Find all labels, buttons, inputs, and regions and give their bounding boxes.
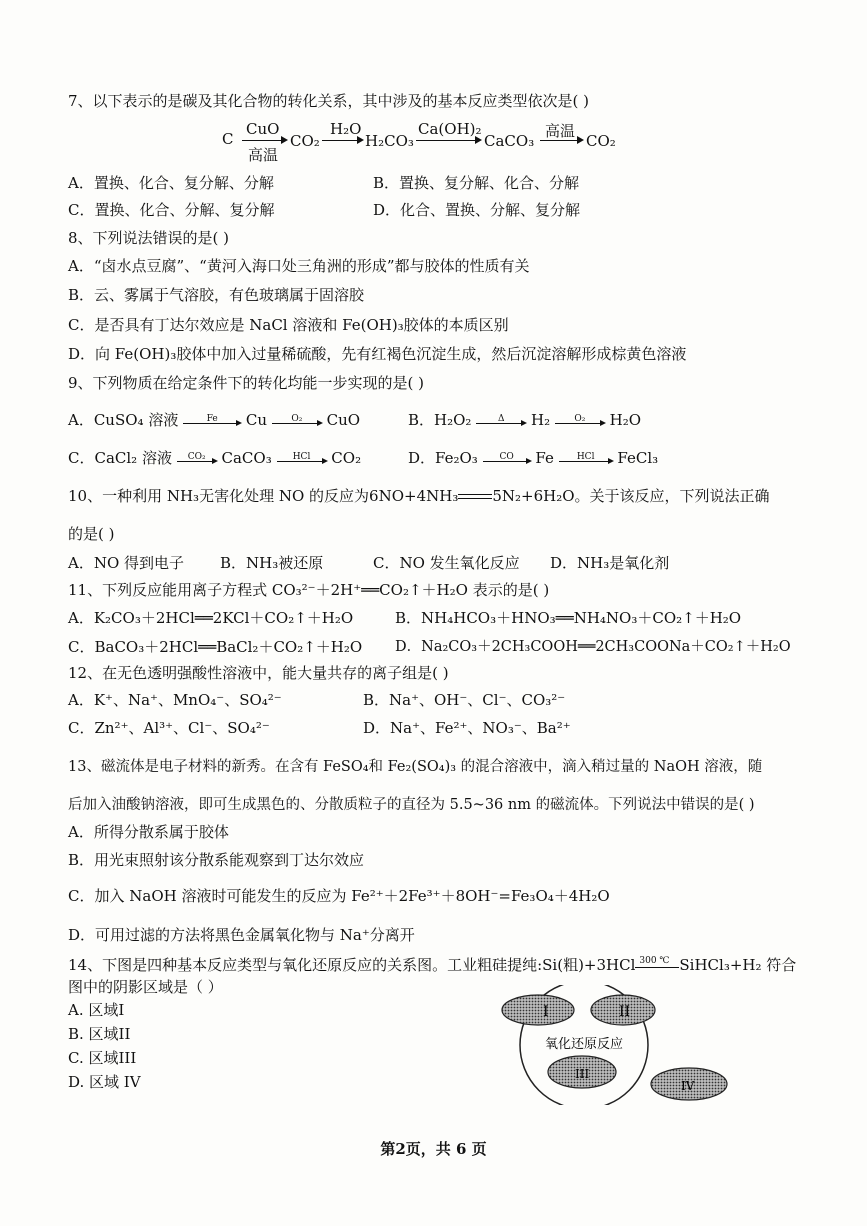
q14-stem-post: SiHCl₃+H₂ 符合 xyxy=(679,956,797,974)
q10-option-d: D．NH₃是氧化剂 xyxy=(550,554,670,572)
q13-option-a: A．所得分散系属于胶体 xyxy=(68,823,229,841)
q14-option-c: C. 区域III xyxy=(68,1049,137,1067)
q10-stem-2: 的是( ) xyxy=(68,525,115,543)
q14-option-a: A. 区域I xyxy=(68,1001,125,1019)
q7-option-c: C．置换、化合、分解、复分解 xyxy=(68,201,275,219)
q14-condition-arrow xyxy=(635,956,679,973)
arrow1-top: CuO xyxy=(246,120,280,138)
q10-stem-pre: 10、一种利用 NH₃无害化处理 NO 的反应为6NO+4NH₃ xyxy=(68,487,459,505)
q7-stem: 7、以下表示的是碳及其化合物的转化关系，其中涉及的基本反应类型依次是( ) xyxy=(68,92,590,110)
q12-stem: 12、在无色透明强酸性溶液中，能大量共存的离子组是( ) xyxy=(68,664,449,682)
q9b-arrow2: O₂ xyxy=(555,415,605,427)
q10-option-c: C．NO 发生氧化反应 xyxy=(373,554,520,572)
q9c-pre: C．CaCl₂ 溶液 xyxy=(68,449,172,467)
q14-stem-pre: 14、下图是四种基本反应类型与氧化还原反应的关系图。工业粗硅提纯:Si(粗)+3HCl xyxy=(68,956,636,974)
arrow4 xyxy=(540,140,582,141)
scheme-h2co3: H₂CO₃ xyxy=(365,132,414,150)
region-4-label: IV xyxy=(681,1079,695,1093)
q12-option-c: C．Zn²⁺、Al³⁺、Cl⁻、SO₄²⁻ xyxy=(68,719,270,737)
q10-stem xyxy=(68,486,770,506)
arrow1-bottom: 高温 xyxy=(248,146,279,164)
q9d-arrow2: HCl xyxy=(559,453,613,465)
q9c-arrow2: HCl xyxy=(277,453,327,465)
page-footer: 第2页，共 6 页 xyxy=(380,1140,487,1158)
q9c-mid: CaCO₃ xyxy=(221,449,272,467)
q9b-mid: H₂ xyxy=(531,411,551,429)
q14-condition: 300 ℃ xyxy=(639,956,670,966)
q13-stem-1: 13、磁流体是电子材料的新秀。在含有 FeSO₄和 Fe₂(SO₄)₃ 的混合溶液中，滴入稍过量的 NaOH 溶液，随 xyxy=(68,759,763,775)
q9a-arrow2: O₂ xyxy=(272,415,322,427)
q7-reaction-scheme xyxy=(222,118,642,162)
q9b-end: H₂O xyxy=(609,411,642,429)
region-3-label: III xyxy=(575,1067,590,1081)
q12-option-b: B．Na⁺、OH⁻、Cl⁻、CO₃²⁻ xyxy=(363,691,566,709)
scheme-co2-a: CO₂ xyxy=(290,132,320,150)
arrow2-top: H₂O xyxy=(330,120,362,138)
q12-option-d: D．Na⁺、Fe²⁺、NO₃⁻、Ba²⁺ xyxy=(363,719,571,737)
scheme-caco3: CaCO₃ xyxy=(484,132,535,150)
scheme-co2-b: CO₂ xyxy=(586,132,616,150)
q9a-arrow1: Fe xyxy=(183,415,241,427)
redox-relationship-diagram xyxy=(498,985,778,1105)
q8-option-a: A．“卤水点豆腐”、“黄河入海口处三角洲的形成”都与胶体的性质有关 xyxy=(68,257,530,275)
scheme-c: C xyxy=(222,130,234,148)
equilibrium-arrow xyxy=(458,493,492,501)
q9-option-a xyxy=(68,410,360,430)
q9b-arrow1: Δ xyxy=(476,415,526,427)
q13-option-d: D．可用过滤的方法将黑色金属氧化物与 Na⁺分离开 xyxy=(68,926,415,944)
q10-option-a: A．NO 得到电子 xyxy=(68,554,185,572)
q13-option-b: B．用光束照射该分散系能观察到丁达尔效应 xyxy=(68,851,365,869)
arrow4-top: 高温 xyxy=(545,122,576,140)
arrow3 xyxy=(416,140,480,141)
q8-option-b: B．云、雾属于气溶胶，有色玻璃属于固溶胶 xyxy=(68,286,365,304)
q12-option-a: A．K⁺、Na⁺、MnO₄⁻、SO₄²⁻ xyxy=(68,691,282,709)
q14-stem xyxy=(68,955,796,975)
q10-stem-post: 5N₂+6H₂O。关于该反应，下列说法正确 xyxy=(492,487,770,505)
q9a-pre: A．CuSO₄ 溶液 xyxy=(68,411,179,429)
region-1-label: I xyxy=(543,1004,549,1020)
region-2-label: II xyxy=(619,1004,631,1020)
q9-stem: 9、下列物质在给定条件下的转化均能一步实现的是( ) xyxy=(68,374,425,392)
q10-option-b: B．NH₃被还原 xyxy=(220,554,324,572)
q8-option-c: C．是否具有丁达尔效应是 NaCl 溶液和 Fe(OH)₃胶体的本质区别 xyxy=(68,316,509,334)
q8-option-d: D．向 Fe(OH)₃胶体中加入过量稀硫酸，先有红褐色沉淀生成，然后沉淀溶解形成棕黄色溶液 xyxy=(68,345,687,363)
q9-option-d xyxy=(408,448,658,468)
q11-option-b: B．NH₄HCO₃＋HNO₃══NH₄NO₃＋CO₂↑＋H₂O xyxy=(395,609,742,627)
q11-stem: 11、下列反应能用离子方程式 CO₃²⁻＋2H⁺══CO₂↑＋H₂O 表示的是( ) xyxy=(68,581,550,599)
q9d-pre: D．Fe₂O₃ xyxy=(408,449,478,467)
q9d-end: FeCl₃ xyxy=(617,449,659,467)
q11-option-c: C．BaCO₃＋2HCl══BaCl₂＋CO₂↑＋H₂O xyxy=(68,638,363,656)
q7-option-b: B．置换、复分解、化合、分解 xyxy=(373,174,580,192)
q14-option-d: D. 区域 IV xyxy=(68,1073,141,1091)
arrow2 xyxy=(322,140,362,141)
q9c-end: CO₂ xyxy=(331,449,362,467)
region-1-ellipse xyxy=(502,995,574,1025)
q13-stem-2: 后加入油酸钠溶液，即可生成黑色的、分散质粒子的直径为 5.5~36 nm 的磁流体。下列说法中错误的是( ) xyxy=(68,797,755,813)
q9c-arrow1: CO₂ xyxy=(177,453,217,465)
q9a-mid: Cu xyxy=(245,411,268,429)
q14-option-b: B. 区域II xyxy=(68,1025,131,1043)
arrow3-top: Ca(OH)₂ xyxy=(418,120,482,138)
q7-option-a: A．置换、化合、复分解、分解 xyxy=(68,174,274,192)
arrow1 xyxy=(242,140,286,141)
q13-option-c: C．加入 NaOH 溶液时可能发生的反应为 Fe²⁺＋2Fe³⁺＋8OH⁻=Fe₃O₄＋4H₂O xyxy=(68,887,610,905)
q9b-pre: B．H₂O₂ xyxy=(408,411,472,429)
q9d-arrow1: CO xyxy=(483,453,531,465)
redox-label: 氧化还原反应 xyxy=(544,1037,624,1052)
q9-option-b xyxy=(408,410,641,430)
q9a-end: CuO xyxy=(326,411,361,429)
q9-option-c xyxy=(68,448,361,468)
q11-option-d: D．Na₂CO₃＋2CH₃COOH══2CH₃COONa＋CO₂↑＋H₂O xyxy=(395,639,791,655)
q9d-mid: Fe xyxy=(535,449,554,467)
q8-stem: 8、下列说法错误的是( ) xyxy=(68,229,230,247)
q14-stem-2: 图中的阴影区域是（ ） xyxy=(68,978,223,996)
q11-option-a: A．K₂CO₃＋2HCl══2KCl＋CO₂↑＋H₂O xyxy=(68,609,354,627)
q7-option-d: D．化合、置换、分解、复分解 xyxy=(373,201,581,219)
